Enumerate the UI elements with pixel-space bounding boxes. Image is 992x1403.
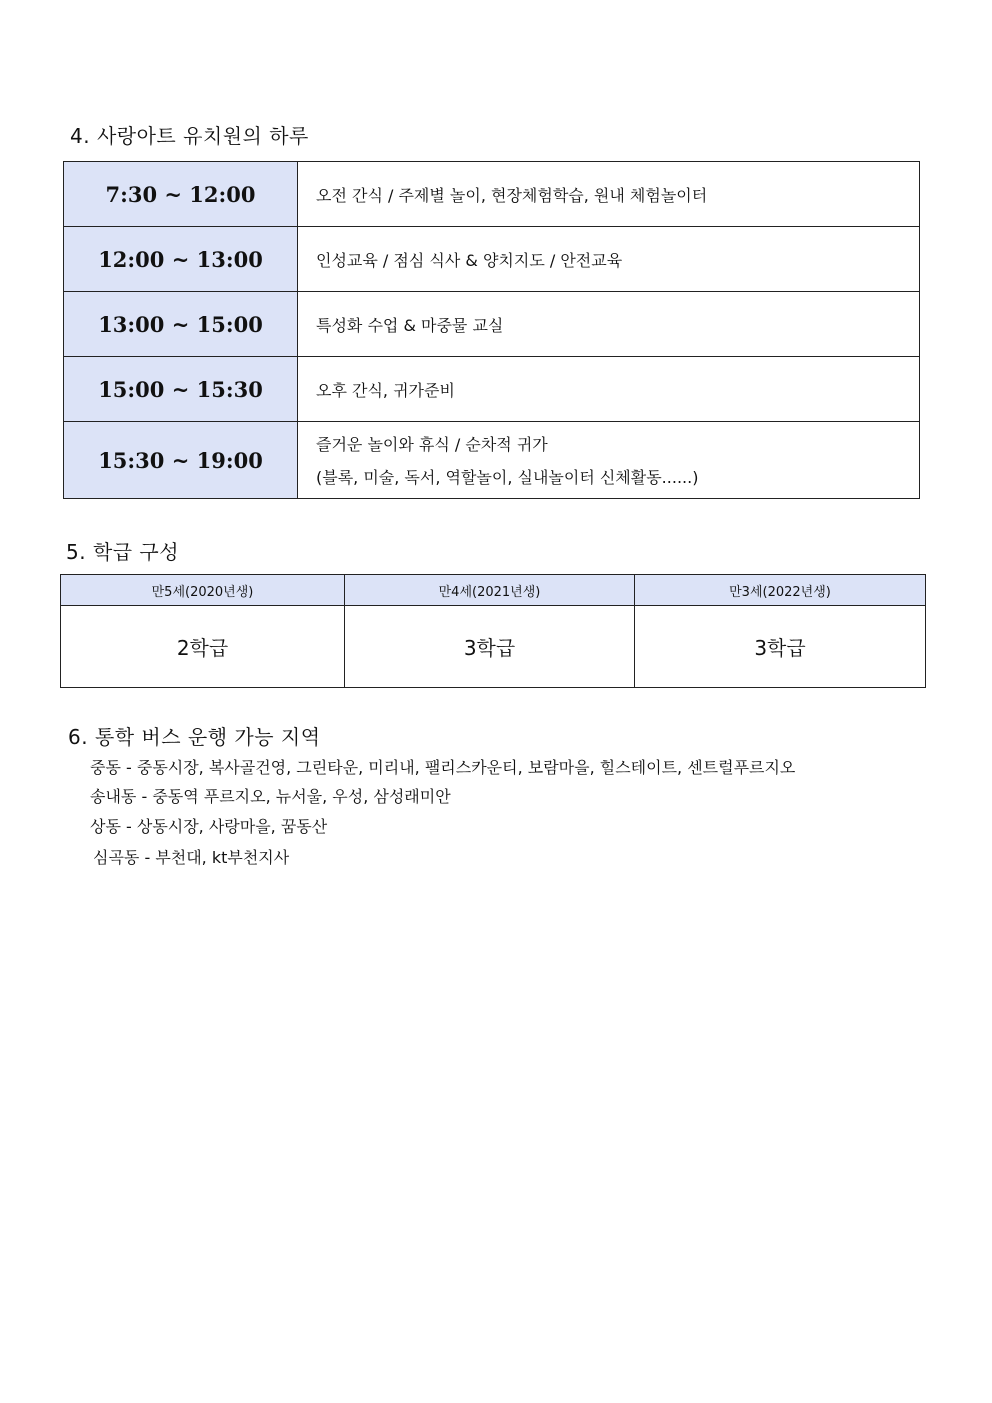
activity-cell: 인성교육 / 점심 식사 & 양치지도 / 안전교육 bbox=[298, 227, 920, 292]
activity-cell: 오전 간식 / 주제별 놀이, 현장체험학습, 원내 체험놀이터 bbox=[298, 162, 920, 227]
table-row bbox=[64, 292, 920, 357]
time-cell: 15:00 ~ 15:30 bbox=[64, 357, 298, 422]
time-cell: 7:30 ~ 12:00 bbox=[64, 162, 298, 227]
table-row bbox=[61, 606, 926, 688]
bus-route-item: 심곡동 - 부천대, kt부천지사 bbox=[93, 848, 290, 867]
schedule-table bbox=[63, 161, 920, 499]
activity-line: 즐거운 놀이와 휴식 / 순차적 귀가 bbox=[316, 435, 548, 454]
column-header: 만5세(2020년생) bbox=[61, 575, 345, 606]
time-cell: 15:30 ~ 19:00 bbox=[64, 422, 298, 499]
table-header-row bbox=[61, 575, 926, 606]
bus-route-item: 중동 - 중동시장, 복사골건영, 그린타운, 미리내, 팰리스카운티, 보람마을, 힐스테이트, 센트럴푸르지오 bbox=[90, 758, 796, 777]
class-count-cell: 3학급 bbox=[635, 606, 926, 688]
schedule-section-title: 4. 사랑아트 유치원의 하루 bbox=[70, 124, 309, 148]
class-count-cell: 3학급 bbox=[345, 606, 635, 688]
bus-route-item: 송내동 - 중동역 푸르지오, 뉴서울, 우성, 삼성래미안 bbox=[90, 787, 451, 806]
time-cell: 12:00 ~ 13:00 bbox=[64, 227, 298, 292]
class-section-title: 5. 학급 구성 bbox=[66, 540, 180, 564]
activity-detail-line: (블록, 미술, 독서, 역할놀이, 실내놀이터 신체활동......) bbox=[316, 468, 699, 487]
class-table bbox=[60, 574, 926, 688]
bus-section-title: 6. 통학 버스 운행 가능 지역 bbox=[68, 725, 321, 749]
class-count-cell: 2학급 bbox=[61, 606, 345, 688]
table-row bbox=[64, 227, 920, 292]
activity-cell bbox=[298, 422, 920, 499]
table-row bbox=[64, 357, 920, 422]
table-row bbox=[64, 162, 920, 227]
column-header: 만3세(2022년생) bbox=[635, 575, 926, 606]
activity-cell: 특성화 수업 & 마중물 교실 bbox=[298, 292, 920, 357]
activity-cell: 오후 간식, 귀가준비 bbox=[298, 357, 920, 422]
column-header: 만4세(2021년생) bbox=[345, 575, 635, 606]
time-cell: 13:00 ~ 15:00 bbox=[64, 292, 298, 357]
table-row bbox=[64, 422, 920, 499]
bus-route-item: 상동 - 상동시장, 사랑마을, 꿈동산 bbox=[90, 817, 328, 836]
